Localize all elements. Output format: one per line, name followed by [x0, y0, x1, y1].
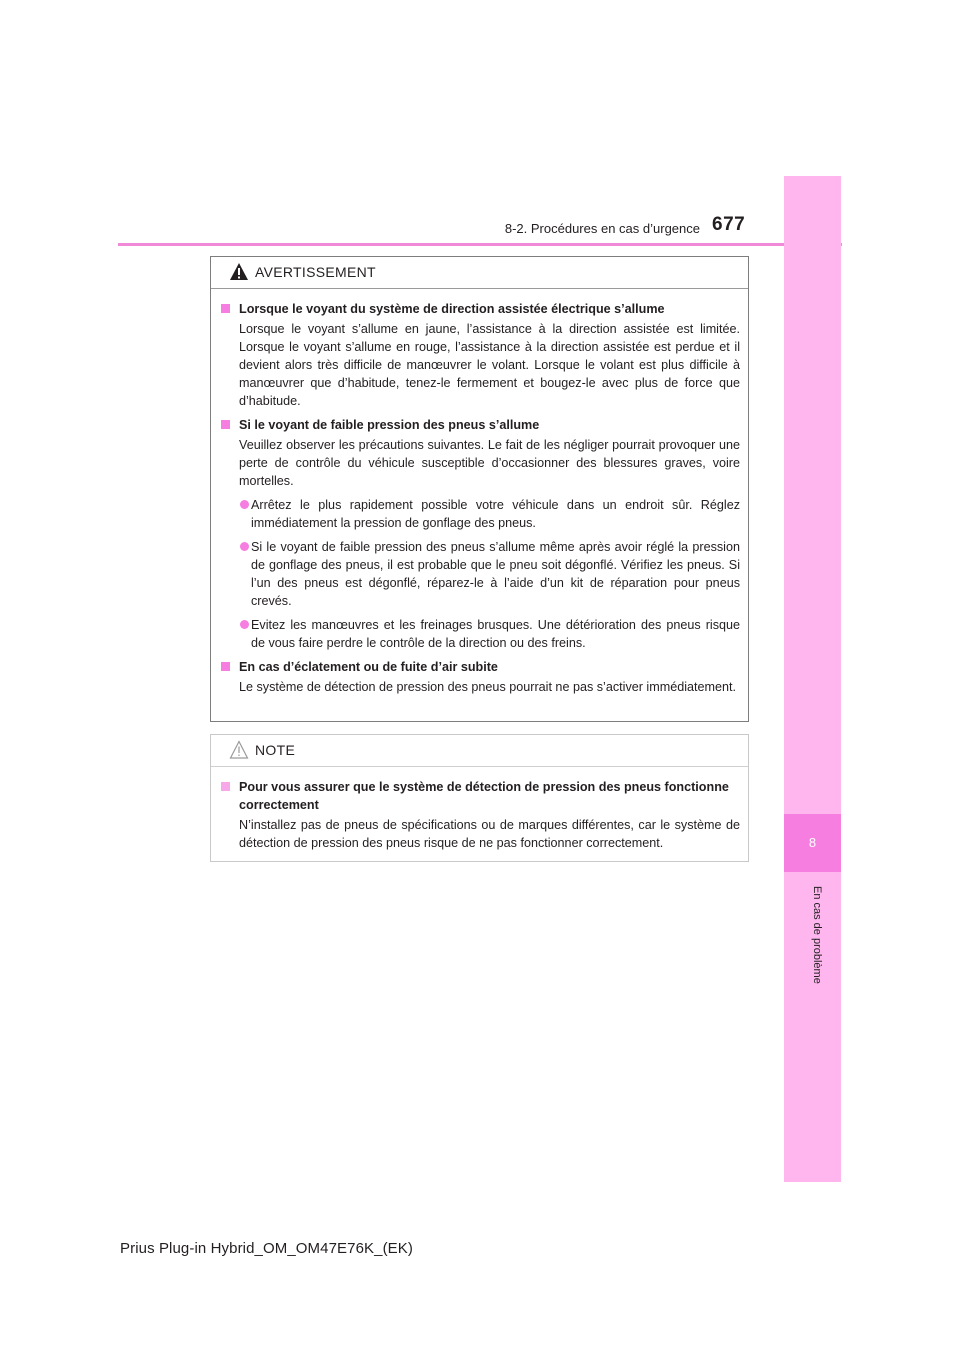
note-title: NOTE [255, 742, 296, 758]
warning-bullet-item: Si le voyant de faible pression des pneus s’allume même après avoir réglé la pression de gonflage des pneus, il est probable que le pneu soit dégonflé. Vérifiez les pneus. Si l’un des pneus est dégonflé, réparez-le à l’aide d’un kit de réparation pour pneus crevés. [220, 538, 740, 610]
warning-item-text: Veuillez observer les précautions suivantes. Le fait de les négliger pourrait provoquer une perte de contrôle du véhicule susceptible d’occasionner des blessures graves, voire mortelles. [239, 438, 740, 488]
warning-header [211, 257, 748, 289]
chapter-title: En cas de problème [811, 886, 823, 984]
note-item-text: N’installez pas de pneus de spécifications ou de marques différentes, car le système de détection de pression des pneus risque de ne pas fonctionner correctement. [239, 818, 740, 850]
circle-bullet-icon [240, 500, 249, 509]
warning-title: AVERTISSEMENT [255, 264, 376, 280]
footer-model-code: Prius Plug-in Hybrid_OM_OM47E76K_(EK) [120, 1240, 413, 1257]
square-bullet-icon [221, 662, 230, 671]
warning-content [211, 289, 748, 696]
section-title: 8-2. Procédures en cas d’urgence [504, 221, 700, 236]
square-bullet-icon [221, 304, 230, 313]
warning-triangle-icon [229, 262, 249, 282]
warning-item-text: Lorsque le voyant s’allume en jaune, l’assistance à la direction assistée est limitée. Lorsque le voyant s’allume en rouge, l’assistance à la direction assistée est perdue et il devient alors très difficile de manœuvrer le volant. Lorsque le volant est plus difficile à manœuvrer que d’habitude, tenez-le fermement et bougez-le avec plus de force que d’habitude. [239, 322, 740, 408]
warning-item-heading: En cas d’éclatement ou de fuite d’air subite [220, 658, 740, 676]
header-rule [118, 243, 842, 246]
page-number: 677 [712, 214, 746, 235]
warning-item-text: Le système de détection de pression des pneus pourrait ne pas s’activer immédiatement. [239, 680, 737, 694]
circle-bullet-icon [240, 542, 249, 551]
note-content [211, 767, 748, 852]
warning-bullet-item: Arrêtez le plus rapidement possible votre véhicule dans un endroit sûr. Réglez immédiatement la pression de gonflage des pneus. [220, 496, 740, 532]
square-bullet-icon [221, 420, 230, 429]
caution-triangle-icon [229, 740, 249, 760]
square-bullet-icon [221, 782, 230, 791]
note-item-heading: Pour vous assurer que le système de détection de pression des pneus fonctionne correctement [220, 778, 740, 814]
circle-bullet-icon [240, 620, 249, 629]
note-header [211, 735, 748, 767]
warning-item-heading: Lorsque le voyant du système de direction assistée électrique s’allume [220, 300, 740, 318]
warning-item-heading: Si le voyant de faible pression des pneus s’allume [220, 416, 740, 434]
warning-box [210, 256, 749, 722]
warning-bullet-item: Evitez les manœuvres et les freinages brusques. Une détérioration des pneus risque de vous faire perdre le contrôle de la direction ou des freins. [220, 616, 740, 652]
chapter-number: 8 [784, 814, 841, 872]
note-box [210, 734, 749, 862]
